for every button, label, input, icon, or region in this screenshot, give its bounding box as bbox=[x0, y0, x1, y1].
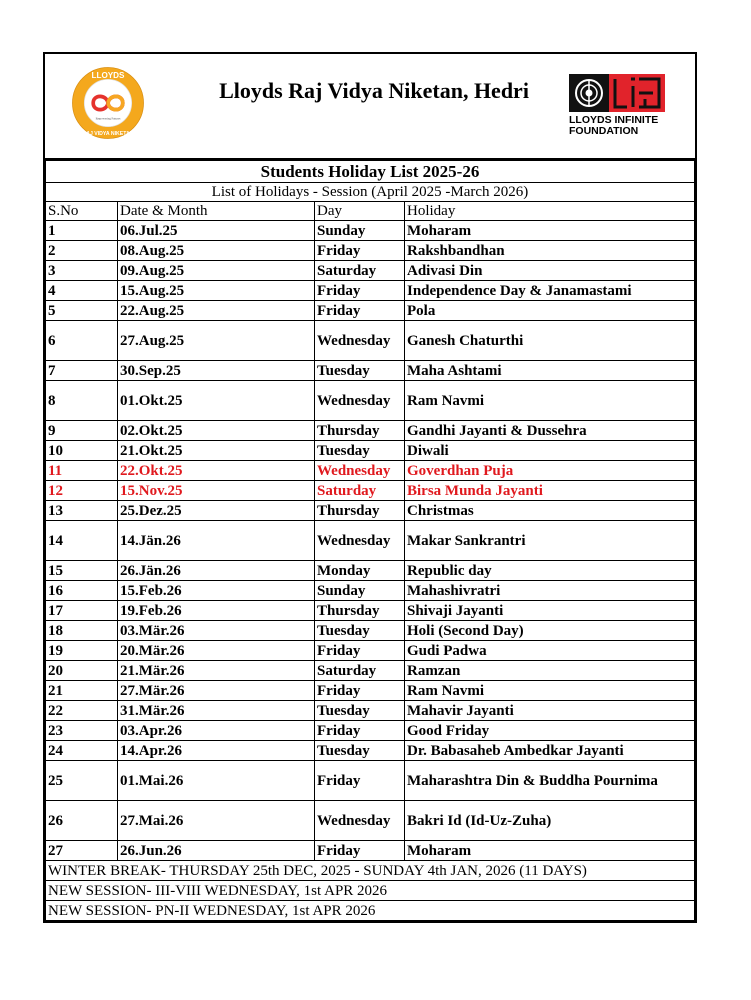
cell-day: Wednesday bbox=[315, 521, 405, 561]
table-row bbox=[46, 721, 695, 741]
cell-day: Thursday bbox=[315, 421, 405, 441]
note-text: NEW SESSION- PN-II WEDNESDAY, 1st APR 2026 bbox=[46, 901, 695, 921]
cell-holiday: Christmas bbox=[405, 501, 695, 521]
cell-sno: 17 bbox=[46, 601, 118, 621]
cell-holiday: Goverdhan Puja bbox=[405, 461, 695, 481]
globe-icon bbox=[574, 78, 604, 108]
cell-date: 27.Mai.26 bbox=[118, 801, 315, 841]
cell-date: 15.Aug.25 bbox=[118, 281, 315, 301]
cell-day: Friday bbox=[315, 761, 405, 801]
cell-sno: 19 bbox=[46, 641, 118, 661]
table-row bbox=[46, 561, 695, 581]
cell-date: 19.Feb.26 bbox=[118, 601, 315, 621]
table-row bbox=[46, 841, 695, 861]
cell-sno: 23 bbox=[46, 721, 118, 741]
cell-sno: 26 bbox=[46, 801, 118, 841]
column-header-sno: S.No bbox=[46, 202, 118, 221]
svg-text:RAJ VIDYA NIKETAN: RAJ VIDYA NIKETAN bbox=[82, 130, 134, 137]
cell-holiday: Independence Day & Janamastami bbox=[405, 281, 695, 301]
holiday-list-document bbox=[43, 52, 697, 923]
cell-day: Tuesday bbox=[315, 621, 405, 641]
table-row bbox=[46, 481, 695, 501]
table-title: Students Holiday List 2025-26 bbox=[46, 161, 695, 183]
cell-holiday: Mahashivratri bbox=[405, 581, 695, 601]
cell-day: Sunday bbox=[315, 581, 405, 601]
cell-date: 03.Apr.26 bbox=[118, 721, 315, 741]
column-header-date: Date & Month bbox=[118, 202, 315, 221]
cell-day: Friday bbox=[315, 641, 405, 661]
cell-sno: 2 bbox=[46, 241, 118, 261]
cell-date: 30.Sep.25 bbox=[118, 361, 315, 381]
table-row bbox=[46, 581, 695, 601]
cell-date: 27.Aug.25 bbox=[118, 321, 315, 361]
cell-day: Wednesday bbox=[315, 461, 405, 481]
cell-holiday: Shivaji Jayanti bbox=[405, 601, 695, 621]
cell-sno: 12 bbox=[46, 481, 118, 501]
cell-day: Friday bbox=[315, 241, 405, 261]
note-row bbox=[46, 881, 695, 901]
cell-day: Saturday bbox=[315, 661, 405, 681]
cell-day: Friday bbox=[315, 681, 405, 701]
column-header-day: Day bbox=[315, 202, 405, 221]
table-row bbox=[46, 761, 695, 801]
cell-holiday: Bakri Id (Id-Uz-Zuha) bbox=[405, 801, 695, 841]
note-text: WINTER BREAK- THURSDAY 25th DEC, 2025 - SUNDAY 4th JAN, 2026 (11 DAYS) bbox=[46, 861, 695, 881]
cell-holiday: Holi (Second Day) bbox=[405, 621, 695, 641]
cell-holiday: Pola bbox=[405, 301, 695, 321]
cell-date: 20.Mär.26 bbox=[118, 641, 315, 661]
cell-holiday: Mahavir Jayanti bbox=[405, 701, 695, 721]
cell-sno: 27 bbox=[46, 841, 118, 861]
cell-holiday: Birsa Munda Jayanti bbox=[405, 481, 695, 501]
cell-date: 31.Mär.26 bbox=[118, 701, 315, 721]
cell-holiday: Gudi Padwa bbox=[405, 641, 695, 661]
cell-sno: 15 bbox=[46, 561, 118, 581]
cell-sno: 14 bbox=[46, 521, 118, 561]
cell-sno: 24 bbox=[46, 741, 118, 761]
table-row bbox=[46, 601, 695, 621]
cell-sno: 18 bbox=[46, 621, 118, 641]
cell-date: 01.Okt.25 bbox=[118, 381, 315, 421]
cell-day: Tuesday bbox=[315, 361, 405, 381]
foundation-logo bbox=[569, 74, 673, 137]
cell-holiday: Moharam bbox=[405, 221, 695, 241]
cell-sno: 8 bbox=[46, 381, 118, 421]
cell-sno: 25 bbox=[46, 761, 118, 801]
note-row bbox=[46, 901, 695, 921]
cell-day: Wednesday bbox=[315, 381, 405, 421]
table-row bbox=[46, 261, 695, 281]
cell-day: Tuesday bbox=[315, 441, 405, 461]
cell-sno: 5 bbox=[46, 301, 118, 321]
note-row bbox=[46, 861, 695, 881]
cell-holiday: Diwali bbox=[405, 441, 695, 461]
cell-day: Friday bbox=[315, 721, 405, 741]
table-row bbox=[46, 521, 695, 561]
cell-date: 14.Apr.26 bbox=[118, 741, 315, 761]
table-row bbox=[46, 621, 695, 641]
holiday-table bbox=[45, 160, 695, 921]
cell-sno: 7 bbox=[46, 361, 118, 381]
table-row bbox=[46, 741, 695, 761]
cell-day: Thursday bbox=[315, 501, 405, 521]
table-row bbox=[46, 421, 695, 441]
cell-day: Tuesday bbox=[315, 701, 405, 721]
table-row bbox=[46, 461, 695, 481]
cell-date: 15.Nov.25 bbox=[118, 481, 315, 501]
cell-sno: 20 bbox=[46, 661, 118, 681]
document-header bbox=[45, 54, 695, 160]
svg-text:LLOYDS: LLOYDS bbox=[91, 70, 125, 80]
cell-date: 06.Jul.25 bbox=[118, 221, 315, 241]
cell-date: 27.Mär.26 bbox=[118, 681, 315, 701]
foundation-name-line2: FOUNDATION bbox=[569, 125, 639, 137]
cell-sno: 1 bbox=[46, 221, 118, 241]
cell-holiday: Moharam bbox=[405, 841, 695, 861]
foundation-name-line1: LLOYDS INFINITE bbox=[569, 114, 659, 126]
table-row bbox=[46, 321, 695, 361]
cell-day: Sunday bbox=[315, 221, 405, 241]
cell-date: 01.Mai.26 bbox=[118, 761, 315, 801]
cell-sno: 3 bbox=[46, 261, 118, 281]
cell-day: Wednesday bbox=[315, 321, 405, 361]
cell-holiday: Rakshbandhan bbox=[405, 241, 695, 261]
cell-sno: 16 bbox=[46, 581, 118, 601]
table-row bbox=[46, 281, 695, 301]
table-subtitle: List of Holidays - Session (April 2025 -March 2026) bbox=[46, 183, 695, 202]
column-header-holiday: Holiday bbox=[405, 202, 695, 221]
table-row bbox=[46, 661, 695, 681]
cell-holiday: Ram Navmi bbox=[405, 681, 695, 701]
lif-logo-icon bbox=[609, 74, 665, 112]
table-row bbox=[46, 441, 695, 461]
cell-day: Saturday bbox=[315, 261, 405, 281]
cell-holiday: Maharashtra Din & Buddha Pournima bbox=[405, 761, 695, 801]
table-row bbox=[46, 241, 695, 261]
table-row bbox=[46, 501, 695, 521]
cell-sno: 9 bbox=[46, 421, 118, 441]
cell-date: 21.Okt.25 bbox=[118, 441, 315, 461]
cell-date: 09.Aug.25 bbox=[118, 261, 315, 281]
cell-sno: 6 bbox=[46, 321, 118, 361]
cell-holiday: Good Friday bbox=[405, 721, 695, 741]
cell-holiday: Maha Ashtami bbox=[405, 361, 695, 381]
table-row bbox=[46, 801, 695, 841]
cell-sno: 10 bbox=[46, 441, 118, 461]
note-text: NEW SESSION- III-VIII WEDNESDAY, 1st APR 2026 bbox=[46, 881, 695, 901]
cell-day: Monday bbox=[315, 561, 405, 581]
school-name: Lloyds Raj Vidya Niketan, Hedri bbox=[219, 78, 529, 103]
table-row bbox=[46, 221, 695, 241]
cell-date: 22.Aug.25 bbox=[118, 301, 315, 321]
cell-day: Friday bbox=[315, 301, 405, 321]
cell-holiday: Ramzan bbox=[405, 661, 695, 681]
cell-sno: 4 bbox=[46, 281, 118, 301]
cell-holiday: Makar Sankrantri bbox=[405, 521, 695, 561]
column-header-row bbox=[46, 202, 695, 221]
cell-date: 21.Mär.26 bbox=[118, 661, 315, 681]
cell-day: Thursday bbox=[315, 601, 405, 621]
cell-day: Friday bbox=[315, 281, 405, 301]
cell-date: 22.Okt.25 bbox=[118, 461, 315, 481]
table-row bbox=[46, 681, 695, 701]
cell-date: 25.Dez.25 bbox=[118, 501, 315, 521]
cell-day: Saturday bbox=[315, 481, 405, 501]
table-row bbox=[46, 381, 695, 421]
table-row bbox=[46, 701, 695, 721]
cell-sno: 11 bbox=[46, 461, 118, 481]
cell-date: 02.Okt.25 bbox=[118, 421, 315, 441]
cell-date: 08.Aug.25 bbox=[118, 241, 315, 261]
table-row bbox=[46, 641, 695, 661]
cell-holiday: Gandhi Jayanti & Dussehra bbox=[405, 421, 695, 441]
table-row bbox=[46, 301, 695, 321]
cell-day: Friday bbox=[315, 841, 405, 861]
cell-day: Tuesday bbox=[315, 741, 405, 761]
cell-sno: 21 bbox=[46, 681, 118, 701]
cell-holiday: Dr. Babasaheb Ambedkar Jayanti bbox=[405, 741, 695, 761]
cell-sno: 22 bbox=[46, 701, 118, 721]
cell-holiday: Ganesh Chaturthi bbox=[405, 321, 695, 361]
cell-holiday: Republic day bbox=[405, 561, 695, 581]
cell-holiday: Ram Navmi bbox=[405, 381, 695, 421]
cell-date: 14.Jän.26 bbox=[118, 521, 315, 561]
cell-date: 03.Mär.26 bbox=[118, 621, 315, 641]
svg-text:Empowering Futures: Empowering Futures bbox=[95, 116, 121, 121]
table-row bbox=[46, 361, 695, 381]
cell-day: Wednesday bbox=[315, 801, 405, 841]
cell-date: 26.Jun.26 bbox=[118, 841, 315, 861]
cell-date: 26.Jän.26 bbox=[118, 561, 315, 581]
cell-sno: 13 bbox=[46, 501, 118, 521]
cell-holiday: Adivasi Din bbox=[405, 261, 695, 281]
cell-date: 15.Feb.26 bbox=[118, 581, 315, 601]
